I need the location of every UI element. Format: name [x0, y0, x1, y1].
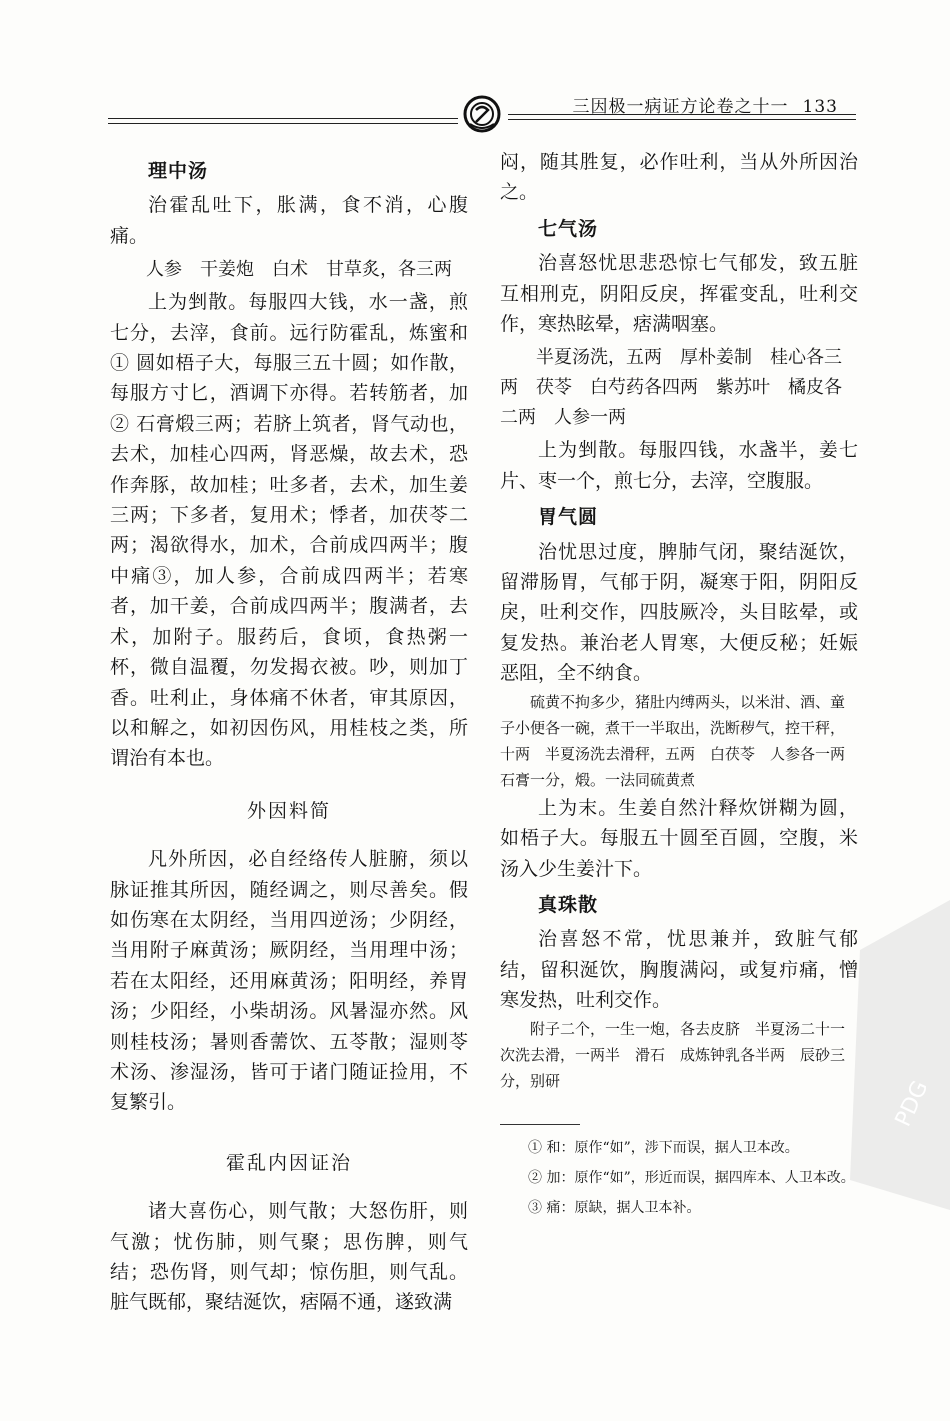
emblem-icon — [462, 94, 502, 134]
page-header — [0, 0, 950, 130]
footnote-3: ③ 痛：原缺，据人卫本补。 — [528, 1199, 701, 1216]
paragraph: 治忧思过度，脾肺气闭，聚结涎饮，留滞肠胃，气郁于阴，凝寒于阳，阴阳反戾，吐利交作，四肢厥冷，头目眩晕，或复发热。兼治老人胃寒，大便反秘；妊娠恶阻，全不纳食。 — [500, 540, 858, 685]
heading-zhenzhusan: 真珠散 — [538, 893, 599, 916]
header-rule-left — [108, 118, 458, 119]
left-column — [110, 150, 468, 1318]
footnote-1: ① 和：原作“如”，涉下而误，据人卫本改。 — [528, 1139, 799, 1156]
ingredients: 人参 干姜炮 白术 甘草炙，各三两 — [146, 259, 452, 281]
page-number: 133 — [802, 97, 838, 117]
paragraph: 上为末。生姜自然汁释炊饼糊为圆，如梧子大。每服五十圆至百圆，空腹，米汤入少生姜汁下。 — [500, 796, 858, 880]
paragraph: 治霍乱吐下，胀满，食不消，心腹痛。 — [110, 194, 468, 247]
ingredients: 半夏汤洗，五两 厚朴姜制 桂心各三两 茯苓 白芍药各四两 紫苏叶 橘皮各二两 人参一两 — [500, 347, 842, 429]
section-title-huoluan: 霍乱内因证治 — [225, 1151, 352, 1174]
heading-weiqiyuan: 胃气圆 — [538, 506, 599, 529]
header-rule-left-thin — [108, 123, 458, 124]
paragraph: 上为剉散。每服四大钱，水一盏，煎七分，去滓，食前。远行防霍乱，炼蜜和① 圆如梧子大，每服三五十圆；如作散，每服方寸匕，酒调下亦得。若转筋者，加② 石膏煅三两；若脐上筑者，肾气动也，去术，加桂心四两，肾恶燥，故去术，恐作奔豚，故加桂；吐多者，去术，加生姜三两；下多者，复用术；悸者，加茯苓二两；渴欲得水，加术，合前成四两半；腹中痛③，加人参，合前成四两半；若寒者，加干姜，合前成四两半；腹满者，去术，加附子。服药后，食顷，食热粥一杯，微自温覆，勿发揭衣被。吵，则加丁香。吐利止，身体痛不休者，审其原因，以和解之，如初因伤风，用桂枝之类，所谓治有本也。 — [110, 291, 468, 770]
paragraph: 治喜怒不常，忧思兼并，致脏气郁结，留积涎饮，胸腹满闷，或复疖痛，憎寒发热，吐利交作。 — [500, 928, 858, 1012]
paragraph: 诸大喜伤心，则气散；大怒伤肝，则气激；忧伤肺，则气聚；思伤脾，则气结；恐伤肾，则气却；惊伤胆，则气乱。脏气既郁，聚结涎饮，痞隔不通，遂致满 — [110, 1200, 468, 1314]
paragraph: 凡外所因，必自经络传人脏腑，须以脉证推其所因，随经调之，则尽善矣。假如伤寒在太阴经，当用四逆汤；少阴经，当用附子麻黄汤；厥阴经，当用理中汤；若在太阳经，还用麻黄汤；阳明经，养胃汤；少阳经，小柴胡汤。风暑湿亦然。风则桂枝汤；暑则香薷饮、五苓散；湿则苓术汤、渗湿汤，皆可于诸门随证捡用，不复繁引。 — [110, 848, 468, 1114]
right-column — [500, 147, 861, 1225]
footnote-2: ② 加：原作“如”，形近而误，据四库本、人卫本改。 — [528, 1169, 855, 1186]
header-rule-right-thin — [508, 119, 856, 120]
ingredients: 硫黄不拘多少，猪肚内缚两头，以米泔、酒、童子小便各一碗，煮干一半取出，洗断秽气，控干秤，十两 半夏汤洗去滑秤，五两 白茯苓 人参各一两 石膏一分，煅。一法同硫黄煮 — [500, 692, 861, 789]
header-title: 三因极一病证方论卷之十一 — [572, 97, 789, 117]
paragraph: 治喜怒忧思悲恐惊七气郁发，致五脏互相刑克，阴阳反戾，挥霍变乱，吐利交作，寒热眩晕，痞满咽塞。 — [500, 252, 858, 336]
heading-lizhongtang: 理中汤 — [148, 160, 209, 182]
paragraph-continued: 闷，随其胜复，必作吐利，当从外所因治之。 — [500, 151, 858, 204]
paragraph: 上为剉散。每服四钱，水盏半，姜七片、枣一个，煎七分，去滓，空腹服。 — [500, 439, 858, 492]
footnote-divider — [500, 1124, 580, 1125]
watermark-text: PDG — [890, 1077, 934, 1131]
heading-qiqitang: 七气汤 — [538, 217, 599, 240]
section-title-waiyin: 外因料简 — [246, 799, 331, 822]
ingredients: 附子二个，一生一炮，各去皮脐 半夏汤二十一次洗去滑，一两半 滑石 成炼钟乳各半两 辰砂三分，别研 — [500, 1019, 846, 1090]
running-header — [573, 92, 838, 117]
